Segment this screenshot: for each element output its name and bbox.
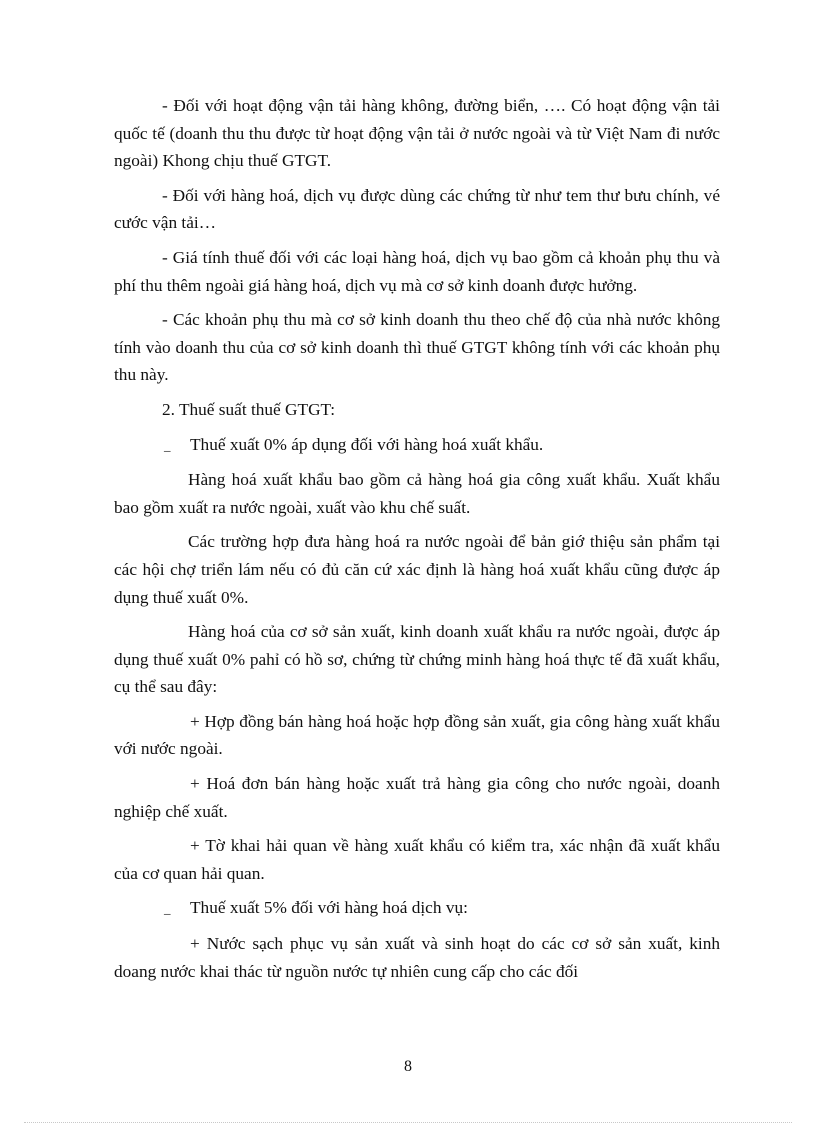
page-number: 8	[404, 1058, 412, 1075]
paragraph-transport-exemption: - Đối với hoạt động vận tải hàng không, đường biển, …. Có hoạt động vận tải quốc tế (doanh thu thu được từ hoạt động vận tải ở nước ngoài và từ Việt Nam đi nước ngoài) Khong chịu thuế GTGT.	[114, 96, 720, 171]
list-item-invoice: + Hoá đơn bán hàng hoặc xuất trả hàng gia công cho nước ngoài, doanh nghiệp chế xuất.	[114, 774, 720, 821]
paragraph-taxable-price: - Giá tính thuế đối với các loại hàng hoá, dịch vụ bao gồm cả khoản phụ thu và phí thu thêm ngoài giá hàng hoá, dịch vụ mà cơ sở kinh doanh được hưởng.	[114, 247, 720, 295]
bullet-zero-percent-rate	[114, 431, 720, 460]
list-item-clean-water: + Nước sạch phục vụ sản xuất và sinh hoạt do các cơ sở sản xuất, kinh doang nước khai thác từ nguồn nước tự nhiên cung cấp cho các đối	[114, 934, 720, 981]
section-heading-vat-rates: 2. Thuế suất thuế GTGT:	[162, 399, 336, 419]
page-body	[114, 92, 720, 992]
bullet-text: Thuế xuất 0% áp dụng đối với hàng hoá xuất khẩu.	[190, 434, 544, 454]
paragraph-export-goods: Hàng hoá xuất khẩu bao gồm cả hàng hoá gia công xuất khẩu. Xuất khẩu bao gồm xuất ra nước ngoài, xuất vào khu chế suất.	[114, 470, 720, 517]
list-item-customs-declaration: + Tờ khai hải quan về hàng xuất khẩu có kiểm tra, xác nhận đã xuất khẩu của cơ quan hải quan.	[114, 836, 720, 883]
paragraph-export-documents: Hàng hoá của cơ sở sản xuất, kinh doanh xuất khẩu ra nước ngoài, được áp dụng thuế xuất 0% pahỉ có hồ sơ, chứng từ chứng minh hàng hoá thực tế đã xuất khẩu, cụ thể sau đây:	[114, 622, 720, 697]
list-item-contract: + Hợp đồng bán hàng hoá hoặc hợp đồng sản xuất, gia công hàng xuất khẩu với nước ngoài.	[114, 711, 720, 759]
bullet-mark: _	[164, 437, 171, 453]
paragraph-postal-stamps: - Đối với hàng hoá, dịch vụ được dùng các chứng từ như tem thư bưu chính, vé cước vận tải…	[114, 185, 720, 233]
bullet-mark: _	[164, 901, 171, 917]
paragraph-surcharges: - Các khoản phụ thu mà cơ sở kinh doanh thu theo chế độ của nhà nước không tính vào doanh thu của cơ sở kinh doanh thì thuế GTGT không tính với các khoản phụ thu này.	[114, 310, 720, 385]
bullet-five-percent-rate	[114, 894, 720, 923]
bullet-text: Thuế xuất 5% đối với hàng hoá dịch vụ:	[190, 898, 468, 918]
paragraph-trade-fairs: Các trường hợp đưa hàng hoá ra nước ngoài để bản giớ thiệu sản phẩm tại các hội chợ triển lám nếu có đủ căn cứ xác định là hàng hoá xuất khẩu cũng được áp dụng thuế xuất 0%.	[114, 532, 720, 607]
